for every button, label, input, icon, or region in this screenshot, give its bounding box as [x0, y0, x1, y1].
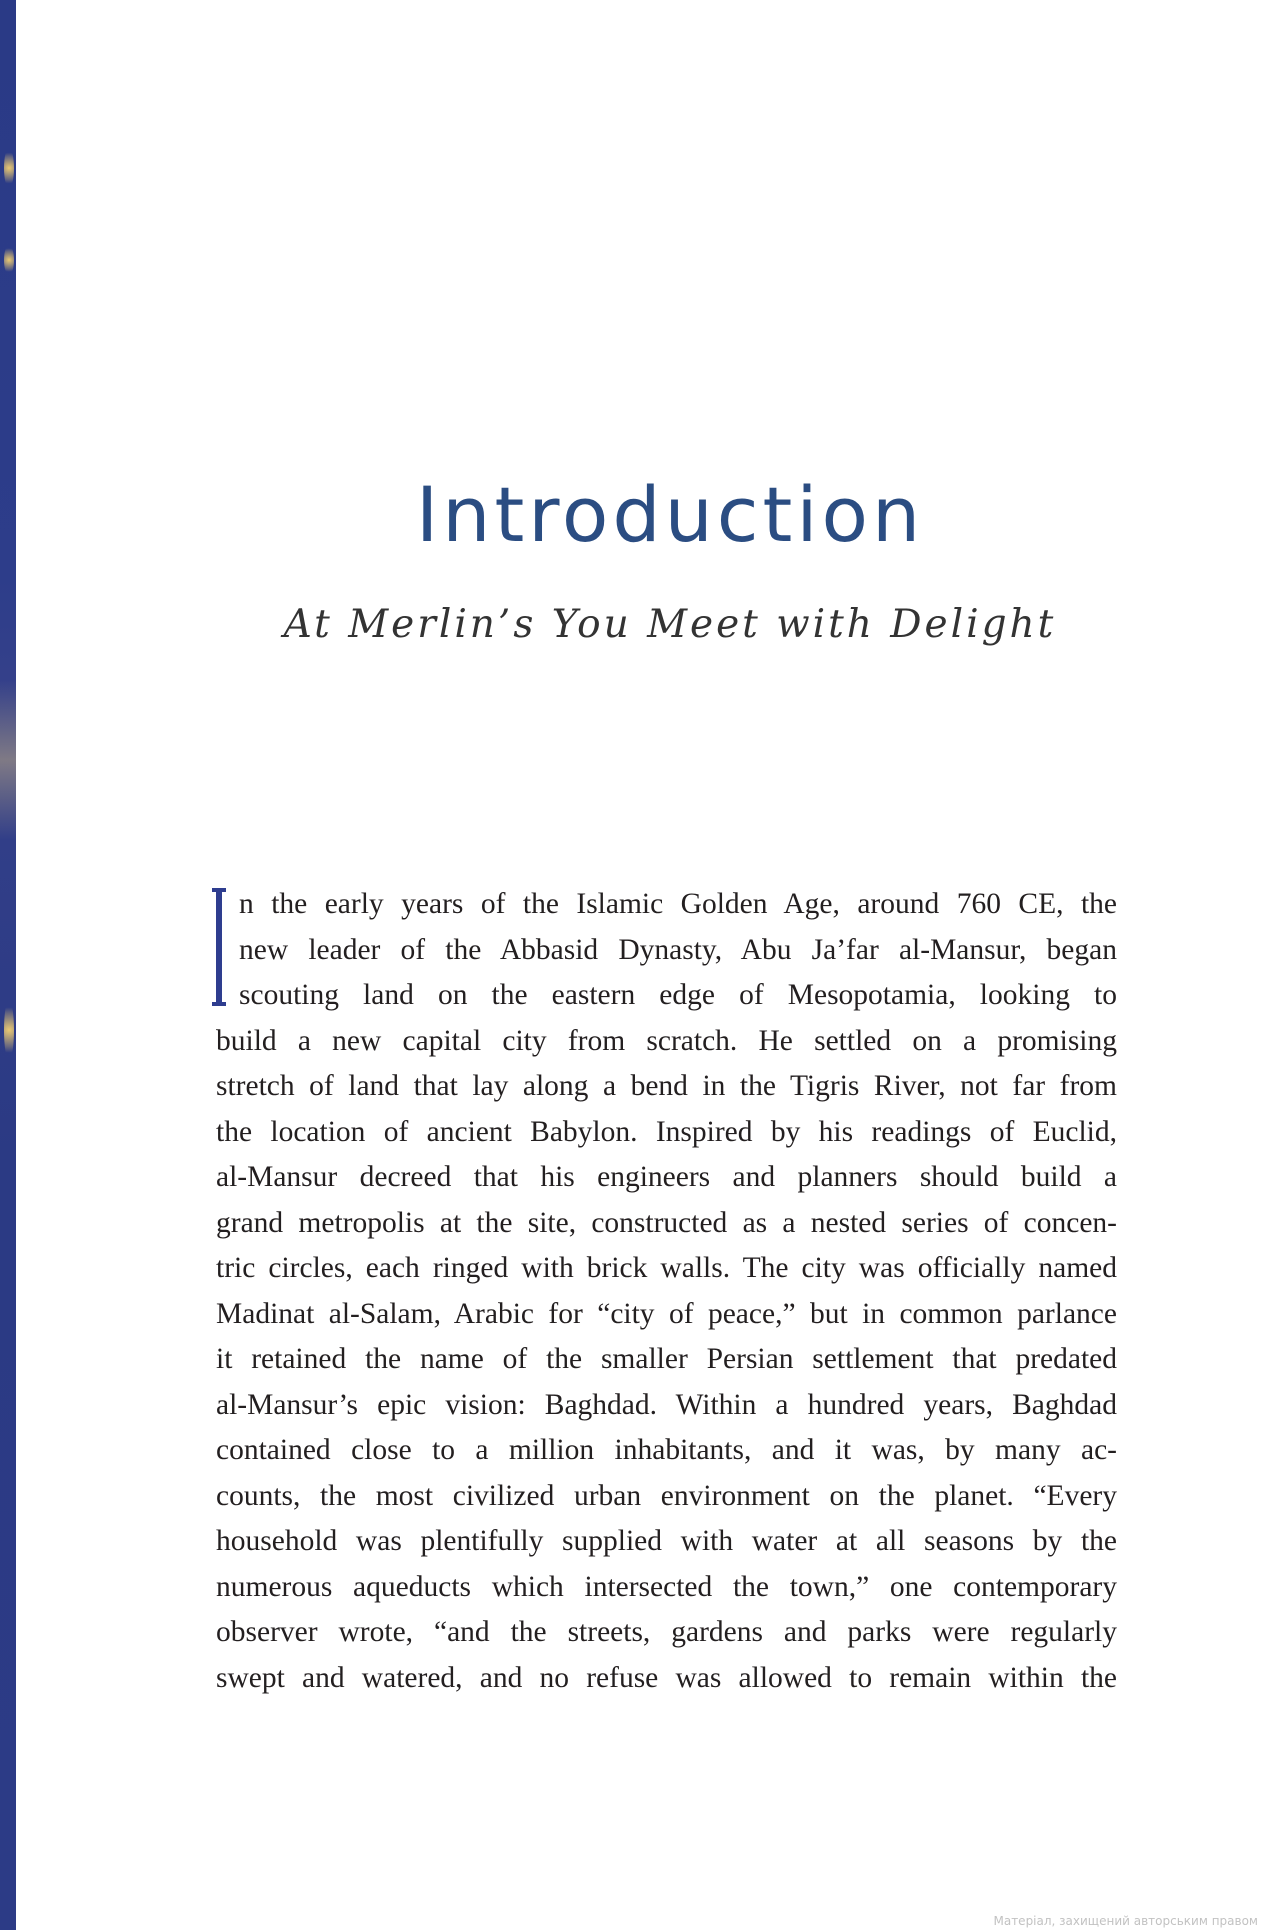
cover-glow-decoration: [0, 680, 16, 840]
paragraph-line: grand metropolis at the site, constructed as a nested series of concen-: [216, 1206, 1117, 1239]
paragraph-line: contained close to a million inhabitants, and it was, by many ac-: [216, 1434, 1117, 1466]
paragraph-line: counts, the most civilized urban environment on the planet. “Every: [216, 1479, 1117, 1512]
cover-spark-decoration: [4, 245, 14, 275]
paragraph-line: household was plentifully supplied with water at all seasons by the: [216, 1525, 1117, 1557]
paragraph-line: n the early years of the Islamic Golden Age, around 760 CE, the: [239, 888, 1117, 920]
paragraph-line: stretch of land that lay along a bend in the Tigris River, not far from: [216, 1070, 1117, 1102]
copyright-watermark: Матеріал, захищений авторським правом: [993, 1914, 1258, 1928]
paragraph-line: al-Mansur decreed that his engineers and planners should build a: [216, 1161, 1117, 1193]
paragraph-line: numerous aqueducts which intersected the town,” one contemporary: [216, 1570, 1117, 1603]
paragraph-line: observer wrote, “and the streets, gardens and parks were regularly: [216, 1616, 1117, 1648]
paragraph-line: the location of ancient Babylon. Inspired by his readings of Euclid,: [216, 1115, 1117, 1148]
cover-edge-strip: [0, 0, 16, 1930]
paragraph-line: new leader of the Abbasid Dynasty, Abu Ja’far al-Mansur, began: [239, 933, 1117, 966]
cover-spark-decoration: [4, 148, 14, 188]
cover-spark-decoration: [4, 1000, 14, 1060]
paragraph-line: it retained the name of the smaller Persian settlement that predated: [216, 1343, 1117, 1375]
chapter-subtitle: At Merlin’s You Meet with Delight: [283, 602, 1057, 647]
body-paragraph: [216, 882, 1117, 1701]
paragraph-line: build a new capital city from scratch. He settled on a promising: [216, 1024, 1117, 1057]
chapter-title: Introduction: [415, 470, 925, 559]
paragraph-line: swept and watered, and no refuse was allowed to remain within the: [216, 1661, 1117, 1694]
paragraph-line: al-Mansur’s epic vision: Baghdad. Within a hundred years, Baghdad: [216, 1388, 1117, 1421]
paragraph-line: scouting land on the eastern edge of Mesopotamia, looking to: [239, 979, 1117, 1011]
paragraph-line: tric circles, each ringed with brick walls. The city was officially named: [216, 1252, 1117, 1284]
paragraph-line: Madinat al-Salam, Arabic for “city of peace,” but in common parlance: [216, 1297, 1117, 1330]
